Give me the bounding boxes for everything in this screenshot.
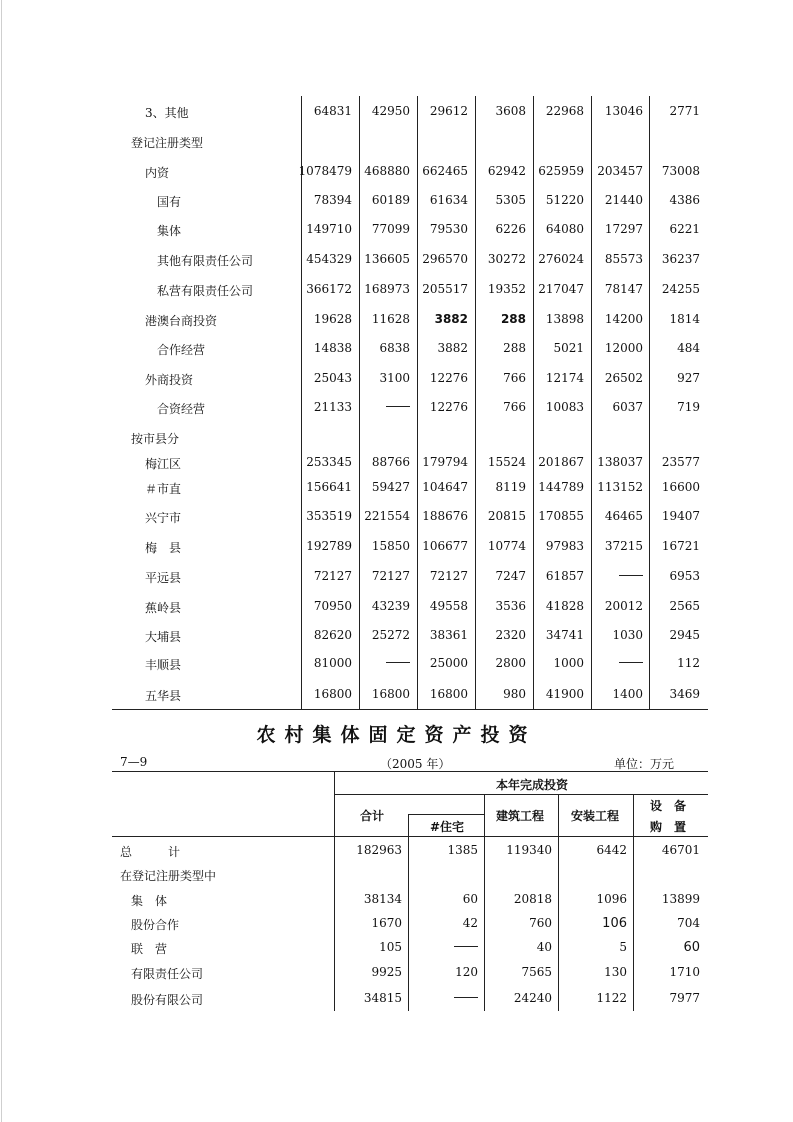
row-label: 按市县分 — [131, 432, 180, 446]
cell-value: 4386 — [669, 193, 700, 207]
cell-value: 980 — [503, 687, 526, 701]
table-row — [0, 161, 793, 183]
cell-value: 468880 — [364, 164, 410, 178]
cell-value: 662465 — [422, 164, 468, 178]
cell-value: 704 — [677, 916, 700, 930]
table-row — [0, 937, 793, 959]
cell-value: 12000 — [604, 341, 643, 355]
empty-dash — [619, 656, 643, 670]
cell-value: 1814 — [669, 312, 700, 326]
cell-value: 6226 — [495, 222, 526, 236]
cell-value: 2771 — [669, 104, 700, 118]
table-row — [0, 219, 793, 241]
cell-value: 16800 — [371, 687, 410, 701]
cell-value: 14200 — [604, 312, 643, 326]
cell-value: 454329 — [306, 252, 352, 266]
cell-value: 79530 — [429, 222, 468, 236]
row-label: 其他有限责任公司 — [157, 254, 254, 268]
dash-mark — [386, 662, 410, 663]
row-label: 梅江区 — [145, 457, 182, 471]
cell-value: 10083 — [545, 400, 584, 414]
cell-value: 1400 — [612, 687, 643, 701]
sub-header-rule — [408, 814, 484, 815]
cell-value: 6953 — [669, 569, 700, 583]
cell-value: 73008 — [661, 164, 700, 178]
header-housing: #住宅 — [430, 820, 465, 834]
table-row — [0, 368, 793, 390]
cell-value: 29612 — [429, 104, 468, 118]
table-row — [0, 427, 793, 449]
cell-value: 138037 — [597, 455, 643, 469]
table-row — [0, 452, 793, 474]
cell-value: 120 — [455, 965, 478, 979]
table-row — [0, 309, 793, 331]
cell-value: 13899 — [661, 892, 700, 906]
row-label: 港澳台商投资 — [145, 314, 218, 328]
cell-value: 20012 — [604, 599, 643, 613]
cell-value: 2800 — [495, 656, 526, 670]
cell-value: 188676 — [422, 509, 468, 523]
table-unit: 单位：万元 — [614, 757, 675, 771]
cell-value: 205517 — [422, 282, 468, 296]
cell-value: 17297 — [604, 222, 643, 236]
cell-value: 179794 — [422, 455, 468, 469]
cell-value: 2320 — [495, 628, 526, 642]
cell-value: 106677 — [422, 539, 468, 553]
cell-value: 7565 — [521, 965, 552, 979]
row-label: 兴宁市 — [145, 511, 182, 525]
cell-value: 6037 — [612, 400, 643, 414]
row-label: 股份合作 — [131, 918, 180, 932]
cell-value: 38361 — [429, 628, 468, 642]
table-row — [0, 988, 793, 1010]
cell-value: 288 — [500, 312, 526, 326]
cell-value: 288 — [503, 341, 526, 355]
cell-value: 1710 — [669, 965, 700, 979]
cell-value: 766 — [503, 371, 526, 385]
empty-dash — [454, 940, 478, 954]
cell-value: 43239 — [371, 599, 410, 613]
cell-value: 19407 — [661, 509, 700, 523]
cell-value: 5021 — [553, 341, 584, 355]
cell-value: 22968 — [545, 104, 584, 118]
row-label: 丰顺县 — [145, 658, 182, 672]
cell-value: 61857 — [545, 569, 584, 583]
cell-value: 49558 — [429, 599, 468, 613]
table-row — [0, 131, 793, 153]
cell-value: 51220 — [545, 193, 584, 207]
cell-value: 13046 — [604, 104, 643, 118]
cell-value: 15524 — [487, 455, 526, 469]
cell-value: 72127 — [371, 569, 410, 583]
cell-value: 168973 — [364, 282, 410, 296]
table-row — [0, 338, 793, 360]
cell-value: 113152 — [597, 480, 643, 494]
cell-value: 42950 — [371, 104, 410, 118]
cell-value: 625959 — [538, 164, 584, 178]
cell-value: 12174 — [545, 371, 584, 385]
row-label: 在登记注册类型中 — [120, 869, 217, 883]
cell-value: 85573 — [604, 252, 643, 266]
cell-value: 203457 — [597, 164, 643, 178]
cell-value: 34815 — [363, 991, 402, 1005]
table-title: 农村集体固定资产投资 — [256, 724, 537, 746]
cell-value: 46465 — [604, 509, 643, 523]
cell-value: 72127 — [429, 569, 468, 583]
cell-value: 353519 — [306, 509, 352, 523]
cell-value: 88766 — [371, 455, 410, 469]
row-label: 外商投资 — [145, 373, 194, 387]
cell-value: 3469 — [669, 687, 700, 701]
table-row — [0, 840, 793, 862]
cell-value: 276024 — [538, 252, 584, 266]
cell-value: 7247 — [495, 569, 526, 583]
cell-value: 3882 — [437, 341, 468, 355]
cell-value: 144789 — [538, 480, 584, 494]
table-row — [0, 913, 793, 935]
cell-value: 11628 — [371, 312, 410, 326]
cell-value: 106 — [602, 916, 627, 931]
dash-mark — [454, 997, 478, 998]
cell-value: 3882 — [434, 312, 468, 326]
dash-mark — [619, 662, 643, 663]
table-row — [0, 101, 793, 123]
row-label: 登记注册类型 — [131, 136, 204, 150]
row-label: 私营有限责任公司 — [157, 284, 254, 298]
cell-value: 2945 — [669, 628, 700, 642]
cell-value: 25272 — [371, 628, 410, 642]
row-label: 联 营 — [131, 942, 168, 956]
row-label: 总 计 — [120, 845, 181, 859]
row-label: 内资 — [145, 166, 170, 180]
cell-value: 10774 — [487, 539, 526, 553]
cell-value: 1096 — [596, 892, 627, 906]
row-label: 合作经营 — [157, 343, 206, 357]
cell-value: 42 — [462, 916, 478, 930]
group-header-rule — [334, 794, 708, 795]
cell-value: 3100 — [379, 371, 410, 385]
cell-value: 30272 — [487, 252, 526, 266]
cell-value: 19628 — [313, 312, 352, 326]
header-equipment-line2: 购 置 — [650, 820, 687, 834]
table-row — [0, 625, 793, 647]
row-label: 集 体 — [131, 894, 168, 908]
cell-value: 26502 — [604, 371, 643, 385]
cell-value: 366172 — [306, 282, 352, 296]
cell-value: 1030 — [612, 628, 643, 642]
table-year: （2005 年） — [380, 757, 451, 771]
cell-value: 77099 — [371, 222, 410, 236]
header-group-label: 本年完成投资 — [496, 778, 569, 792]
table-row — [0, 962, 793, 984]
cell-value: 192789 — [306, 539, 352, 553]
cell-value: 97983 — [545, 539, 584, 553]
cell-value: 20815 — [487, 509, 526, 523]
header-construction: 建筑工程 — [496, 809, 545, 823]
table-row — [0, 190, 793, 212]
table-row — [0, 397, 793, 419]
cell-value: 201867 — [538, 455, 584, 469]
cell-value: 60 — [462, 892, 478, 906]
cell-value: 15850 — [371, 539, 410, 553]
cell-value: 41828 — [545, 599, 584, 613]
cell-value: 484 — [677, 341, 700, 355]
table-row — [0, 653, 793, 675]
cell-value: 25043 — [313, 371, 352, 385]
cell-value: 156641 — [306, 480, 352, 494]
cell-value: 12276 — [429, 400, 468, 414]
cell-value: 25000 — [429, 656, 468, 670]
table-row — [0, 864, 793, 886]
cell-value: 6442 — [596, 843, 627, 857]
cell-value: 16721 — [661, 539, 700, 553]
cell-value: 112 — [677, 656, 700, 670]
cell-value: 105 — [379, 940, 402, 954]
cell-value: 64831 — [313, 104, 352, 118]
row-label: 大埔县 — [145, 630, 182, 644]
cell-value: 16600 — [661, 480, 700, 494]
table-row — [0, 506, 793, 528]
header-total: 合计 — [360, 809, 385, 823]
table-row — [0, 596, 793, 618]
cell-value: 13898 — [545, 312, 584, 326]
cell-value: 36237 — [661, 252, 700, 266]
cell-value: 1670 — [371, 916, 402, 930]
table-row — [0, 279, 793, 301]
cell-value: 119340 — [506, 843, 552, 857]
cell-value: 70950 — [313, 599, 352, 613]
row-label: ＃市直 — [145, 482, 182, 496]
row-label: 合资经营 — [157, 402, 206, 416]
table-row — [0, 249, 793, 271]
cell-value: 2565 — [669, 599, 700, 613]
empty-dash — [386, 656, 410, 670]
cell-value: 5 — [619, 940, 627, 954]
cell-value: 78147 — [604, 282, 643, 296]
cell-value: 60189 — [371, 193, 410, 207]
cell-value: 23577 — [661, 455, 700, 469]
cell-value: 1385 — [447, 843, 478, 857]
cell-value: 760 — [529, 916, 552, 930]
dash-mark — [454, 946, 478, 947]
cell-value: 253345 — [306, 455, 352, 469]
table-row — [0, 536, 793, 558]
cell-value: 19352 — [487, 282, 526, 296]
dash-mark — [386, 406, 410, 407]
cell-value: 72127 — [313, 569, 352, 583]
cell-value: 927 — [677, 371, 700, 385]
table-number: 7—9 — [120, 755, 148, 769]
cell-value: 719 — [677, 400, 700, 414]
cell-value: 1000 — [553, 656, 584, 670]
cell-value: 46701 — [661, 843, 700, 857]
cell-value: 104647 — [422, 480, 468, 494]
cell-value: 82620 — [313, 628, 352, 642]
table-row — [0, 684, 793, 706]
cell-value: 61634 — [429, 193, 468, 207]
table-row — [0, 566, 793, 588]
cell-value: 296570 — [422, 252, 468, 266]
cell-value: 16800 — [429, 687, 468, 701]
cell-value: 12276 — [429, 371, 468, 385]
cell-value: 8119 — [495, 480, 526, 494]
cell-value: 170855 — [538, 509, 584, 523]
header-bottom-rule — [112, 836, 708, 837]
header-top-rule — [112, 771, 708, 772]
cell-value: 221554 — [364, 509, 410, 523]
cell-value: 14838 — [313, 341, 352, 355]
cell-value: 24255 — [661, 282, 700, 296]
cell-value: 37215 — [604, 539, 643, 553]
cell-value: 38134 — [363, 892, 402, 906]
cell-value: 21133 — [313, 400, 352, 414]
row-label: 五华县 — [145, 689, 182, 703]
row-label: 有限责任公司 — [131, 967, 204, 981]
cell-value: 21440 — [604, 193, 643, 207]
cell-value: 81000 — [313, 656, 352, 670]
row-label: 股份有限公司 — [131, 993, 204, 1007]
cell-value: 3536 — [495, 599, 526, 613]
cell-value: 64080 — [545, 222, 584, 236]
cell-value: 60 — [683, 940, 700, 955]
cell-value: 6221 — [669, 222, 700, 236]
table-bottom-rule — [112, 709, 708, 710]
cell-value: 62942 — [487, 164, 526, 178]
table-row — [0, 477, 793, 499]
cell-value: 40 — [536, 940, 552, 954]
cell-value: 6838 — [379, 341, 410, 355]
cell-value: 1078479 — [298, 164, 352, 178]
cell-value: 217047 — [538, 282, 584, 296]
cell-value: 1122 — [596, 991, 627, 1005]
cell-value: 20818 — [513, 892, 552, 906]
cell-value: 182963 — [356, 843, 402, 857]
cell-value: 130 — [604, 965, 627, 979]
table-row — [0, 889, 793, 911]
cell-value: 59427 — [371, 480, 410, 494]
cell-value: 7977 — [669, 991, 700, 1005]
header-installation: 安装工程 — [571, 809, 620, 823]
cell-value: 78394 — [313, 193, 352, 207]
cell-value: 9925 — [371, 965, 402, 979]
cell-value: 16800 — [313, 687, 352, 701]
cell-value: 136605 — [364, 252, 410, 266]
cell-value: 41900 — [545, 687, 584, 701]
dash-mark — [619, 575, 643, 576]
cell-value: 149710 — [306, 222, 352, 236]
cell-value: 5305 — [495, 193, 526, 207]
cell-value: 24240 — [513, 991, 552, 1005]
cell-value: 34741 — [545, 628, 584, 642]
empty-dash — [619, 569, 643, 583]
row-label: 蕉岭县 — [145, 601, 182, 615]
header-equipment-line1: 设 备 — [650, 799, 687, 813]
empty-dash — [454, 991, 478, 1005]
row-label: 3、其他 — [145, 106, 189, 120]
row-label: 平远县 — [145, 571, 182, 585]
cell-value: 766 — [503, 400, 526, 414]
row-label: 集体 — [157, 224, 182, 238]
cell-value: 3608 — [495, 104, 526, 118]
row-label: 国有 — [157, 195, 182, 209]
empty-dash — [386, 400, 410, 414]
row-label: 梅 县 — [145, 541, 182, 555]
